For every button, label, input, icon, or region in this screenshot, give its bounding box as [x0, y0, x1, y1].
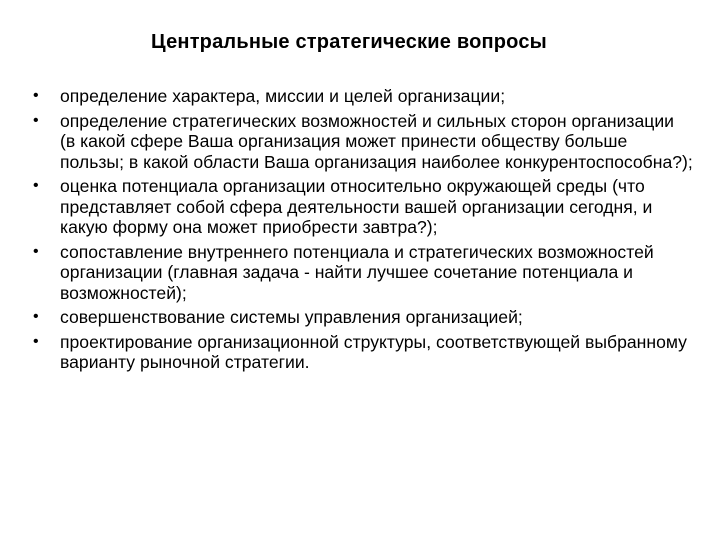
bullet-dot-icon: • — [33, 308, 39, 325]
bullet-dot-icon: • — [33, 332, 39, 350]
bullet-item-management-improvement — [33, 307, 693, 328]
slide-title: Центральные стратегические вопросы — [151, 31, 547, 53]
bullet-dot-icon: • — [33, 87, 39, 104]
bullet-list — [33, 86, 693, 377]
bullet-text: оценка потенциала организации относительно окружающей среды (что представляет собой сфера деятельности вашей организации сегодня, и какую форму она может приобрести завтра?); — [60, 176, 653, 237]
bullet-item-potential-comparison — [33, 242, 693, 304]
bullet-item-mission — [33, 86, 693, 107]
bullet-dot-icon: • — [33, 177, 39, 194]
bullet-text: определение характера, миссии и целей организации; — [60, 86, 506, 106]
bullet-item-environment-assessment — [33, 176, 693, 238]
bullet-dot-icon: • — [33, 111, 39, 129]
bullet-text: совершенствование системы управления организацией; — [60, 307, 523, 327]
bullet-text: сопоставление внутреннего потенциала и стратегических возможностей организации (главная задача - найти лучшее сочетание потенциала и возможностей); — [60, 241, 654, 303]
bullet-item-structure-design — [33, 332, 693, 373]
bullet-item-strategic-opportunities — [33, 111, 693, 173]
bullet-text: определение стратегических возможностей и сильных сторон организации (в какой сфере Ваша организация может принести обществу больше пользы; в какой области Ваша организация наиболее конкурентоспособна?); — [60, 110, 693, 172]
bullet-dot-icon: • — [33, 242, 39, 260]
bullet-text: проектирование организационной структуры, соответствующей выбранному варианту рыночной стратегии. — [60, 331, 687, 372]
